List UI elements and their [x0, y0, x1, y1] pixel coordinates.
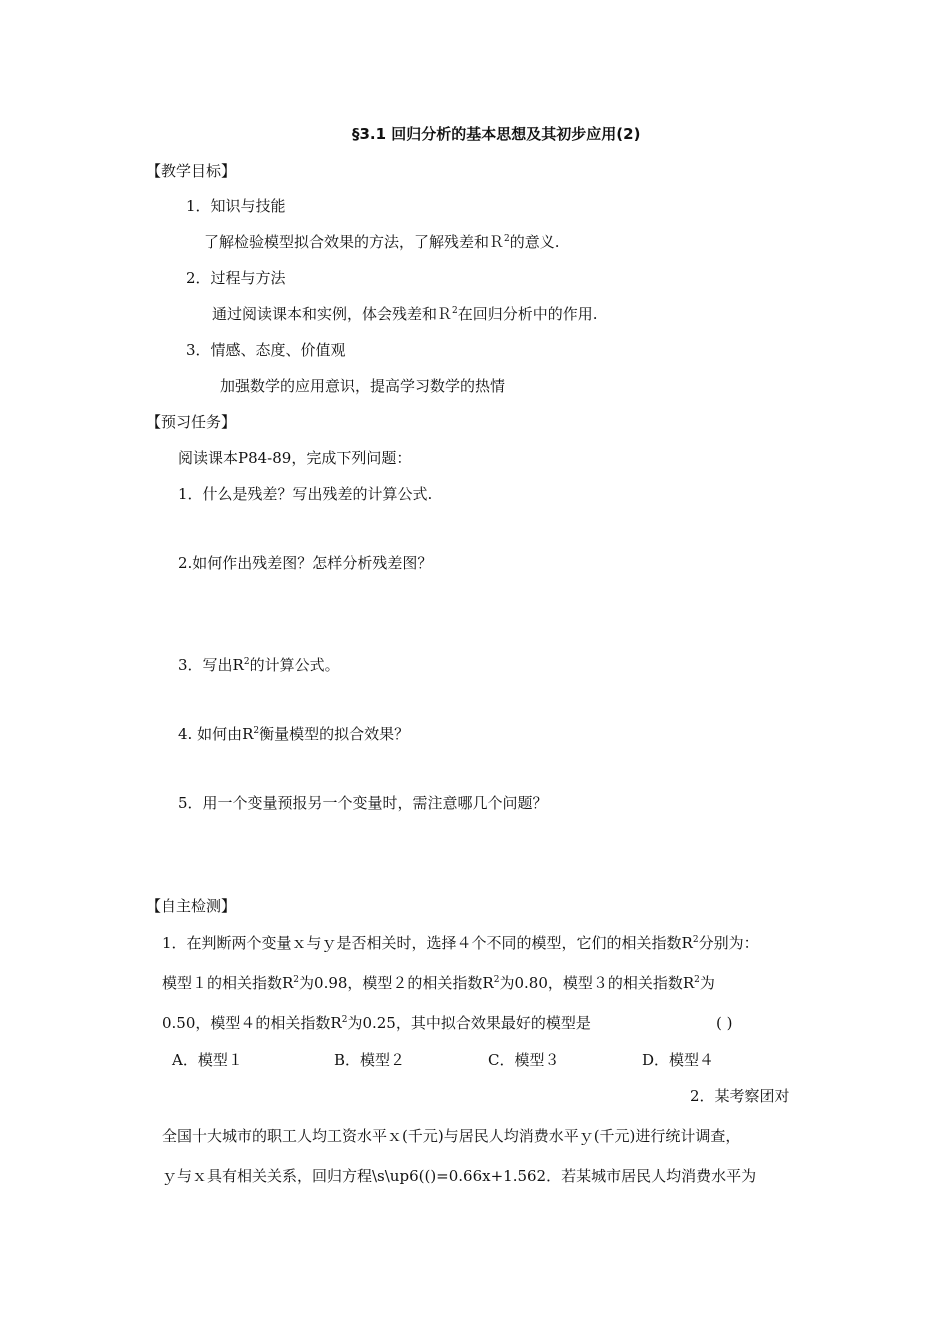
option-d: D．模型４: [642, 1051, 715, 1069]
problem-2-line-1: 2．某考察团对: [690, 1087, 790, 1105]
preview-question-3: 3．写出$R^2$的计算公式。: [178, 656, 340, 674]
option-c: C．模型３: [488, 1051, 560, 1069]
preview-question-2: 2.如何作出残差图？怎样分析残差图？: [178, 554, 433, 572]
problem-2-line-3: ｙ与ｘ具有相关关系，回归方程\s\up6(()=0.66x+1.562．若某城市居民人均消费水平为: [162, 1167, 757, 1185]
option-a: A．模型１: [172, 1051, 243, 1069]
goal-item-3: 3．情感、态度、价值观: [186, 341, 346, 359]
goal-item-1: 1．知识与技能: [186, 197, 286, 215]
preview-question-4: 4. 如何由$R^2$衡量模型的拟合效果？: [178, 725, 410, 743]
preview-question-1: 1．什么是残差？写出残差的计算公式.: [178, 485, 433, 503]
problem-1-line-1: 1．在判断两个变量ｘ与ｙ是否相关时，选择４个不同的模型，它们的相关指数$R^2$分别为：: [162, 934, 759, 952]
problem-1-line-3: 0.50，模型４的相关指数$R^2$为0.25，其中拟合效果最好的模型是: [162, 1014, 591, 1032]
goal-item-2: 2．过程与方法: [186, 269, 286, 287]
goal-item-2-text: 通过阅读课本和实例，体会残差和Ｒ$^2$在回归分析中的作用.: [212, 305, 598, 323]
problem-1-line-2: 模型１的相关指数$R^2$为0.98，模型２的相关指数$R^2$为0.80，模型３的相关指数$R^2$为: [162, 974, 715, 992]
section-heading-selfcheck: 【自主检测】: [146, 897, 237, 915]
goal-item-1-text: 了解检验模型拟合效果的方法，了解残差和Ｒ$^2$的意义.: [204, 233, 560, 251]
preview-question-5: 5．用一个变量预报另一个变量时，需注意哪几个问题？: [178, 794, 548, 812]
goal-item-3-text: 加强数学的应用意识，提高学习数学的热情: [220, 377, 506, 395]
answer-parentheses: ( ): [716, 1014, 733, 1032]
problem-2-line-2: 全国十大城市的职工人均工资水平ｘ(千元)与居民人均消费水平ｙ(千元)进行统计调查，: [162, 1127, 741, 1145]
preview-intro: 阅读课本P84-89，完成下列问题：: [178, 449, 412, 467]
section-heading-goals: 【教学目标】: [146, 162, 237, 180]
page-title: §3.1 回归分析的基本思想及其初步应用(2): [352, 125, 641, 143]
section-heading-preview: 【预习任务】: [146, 413, 237, 431]
option-b: B．模型２: [334, 1051, 406, 1069]
